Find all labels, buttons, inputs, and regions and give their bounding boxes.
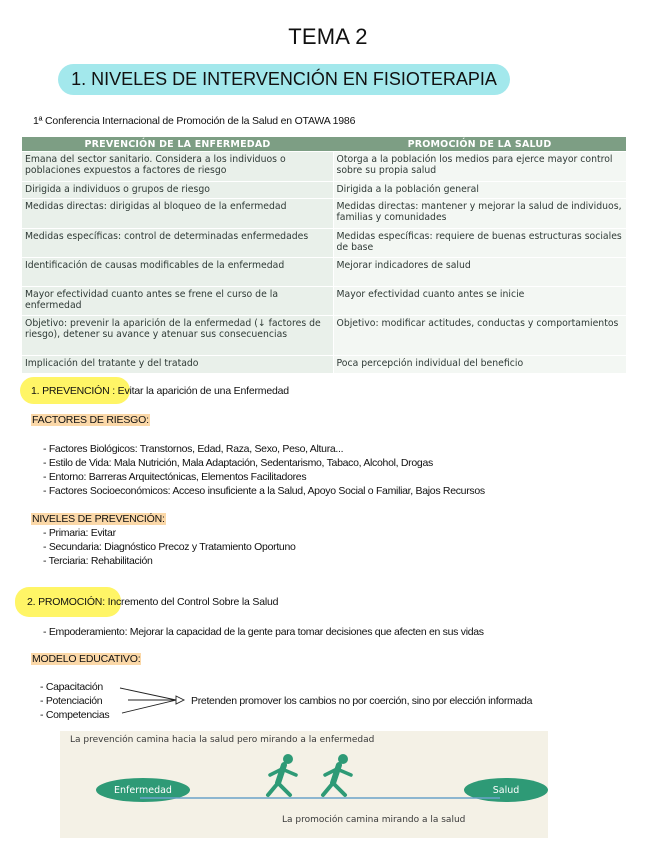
- promotion-heading: [27, 596, 278, 608]
- walking-diagram: [60, 731, 548, 838]
- prevention-levels-heading: [31, 513, 166, 525]
- table-header-row: [22, 137, 626, 152]
- prevention-text: Evitar la aparición de una Enfermedad: [117, 385, 289, 397]
- page-title: TEMA 2: [288, 24, 368, 49]
- bracket-arrow-icon: [114, 680, 190, 720]
- prevention-label: 1. PREVENCIÓN :: [31, 385, 115, 397]
- list-item: - Factores Biológicos: Transtornos, Edad, Raza, Sexo, Peso, Altura...: [43, 443, 344, 455]
- model-note: Pretenden promover los cambios no por coerción, sino por elección informada: [191, 695, 533, 707]
- promotion-label: 2. PROMOCIÓN:: [27, 596, 105, 608]
- table-cell: Otorga a la población los medios para ejerce mayor control sobre su propia salud: [333, 152, 626, 182]
- table-row: [22, 182, 626, 199]
- table-row: [22, 199, 626, 229]
- walking-figure-icon: [268, 754, 296, 795]
- table-cell: Medidas específicas: control de determinadas enfermedades: [22, 229, 333, 258]
- risk-factors-heading: [31, 414, 150, 426]
- list-item: - Competencias: [40, 709, 110, 721]
- list-item: - Entorno: Barreras Arquitectónicas, Elementos Facilitadores: [43, 471, 307, 483]
- table-row: [22, 258, 626, 287]
- table-cell: Mayor efectividad cuanto antes se frene el curso de la enfermedad: [22, 287, 333, 316]
- table-cell: Emana del sector sanitario. Considera a los individuos o poblaciones expuestos a factores de riesgo: [22, 152, 333, 182]
- table-cell: Identificación de causas modificables de la enfermedad: [22, 258, 333, 287]
- empowerment-item: - Empoderamiento: Mejorar la capacidad de la gente para tomar decisiones que afecten en sus vidas: [43, 626, 484, 638]
- comparison-table: [22, 137, 626, 373]
- table-cell: Mejorar indicadores de salud: [333, 258, 626, 287]
- list-item: - Secundaria: Diagnóstico Precoz y Tratamiento Oportuno: [43, 541, 296, 553]
- disease-ellipse: Enfermedad: [96, 778, 190, 802]
- section-title: 1. NIVELES DE INTERVENCIÓN EN FISIOTERAPIA: [58, 64, 510, 95]
- prevention-levels-title: NIVELES DE PREVENCIÓN:: [32, 513, 165, 525]
- table-cell: Medidas específicas: requiere de buenas estructuras sociales de base: [333, 229, 626, 258]
- list-item: - Estilo de Vida: Mala Nutrición, Mala Adaptación, Sedentarismo, Tabaco, Alcohol, Drogas: [43, 457, 433, 469]
- table-cell: Objetivo: prevenir la aparición de la enfermedad (↓ factores de riesgo), detener su avance y atenuar sus consecuencias: [22, 316, 333, 356]
- conference-note: 1ª Conferencia Internacional de Promoción de la Salud en OTAWA 1986: [33, 115, 356, 127]
- list-item: - Potenciación: [40, 695, 103, 707]
- health-ellipse: Salud: [464, 778, 548, 802]
- list-item: - Terciaria: Rehabilitación: [43, 555, 153, 567]
- table-row: [22, 229, 626, 258]
- table-cell: Implicación del tratante y del tratado: [22, 356, 333, 373]
- table-cell: Medidas directas: dirigidas al bloqueo de la enfermedad: [22, 199, 333, 229]
- table-row: [22, 287, 626, 316]
- header-promotion: PROMOCIÓN DE LA SALUD: [333, 137, 626, 152]
- table-cell: Medidas directas: mantener y mejorar la salud de individuos, familias y comunidades: [333, 199, 626, 229]
- table-cell: Poca percepción individual del beneficio: [333, 356, 626, 373]
- diagram-top-caption: La prevención camina hacia la salud pero mirando a la enfermedad: [70, 735, 375, 745]
- walking-figure-icon: [323, 754, 351, 795]
- education-model-heading: [31, 653, 141, 665]
- list-item: - Capacitación: [40, 681, 103, 693]
- table-cell: Dirigida a individuos o grupos de riesgo: [22, 182, 333, 199]
- table-cell: Dirigida a la población general: [333, 182, 626, 199]
- table-row: [22, 316, 626, 356]
- diagram-bottom-caption: La promoción camina mirando a la salud: [282, 815, 466, 825]
- list-item: - Factores Socioeconómicos: Acceso insuficiente a la Salud, Apoyo Social o Familiar, Bajos Recursos: [43, 485, 485, 497]
- table-cell: Objetivo: modificar actitudes, conductas y comportamientos: [333, 316, 626, 356]
- table-row: [22, 152, 626, 182]
- header-prevention: PREVENCIÓN DE LA ENFERMEDAD: [22, 137, 333, 152]
- table-row: [22, 356, 626, 373]
- education-model-title: MODELO EDUCATIVO:: [32, 653, 141, 665]
- table-cell: Mayor efectividad cuanto antes se inicie: [333, 287, 626, 316]
- risk-factors-title: FACTORES DE RIESGO:: [32, 414, 149, 426]
- promotion-text: Incremento del Control Sobre la Salud: [107, 596, 279, 608]
- prevention-heading: [31, 385, 289, 397]
- list-item: - Primaria: Evitar: [43, 527, 116, 539]
